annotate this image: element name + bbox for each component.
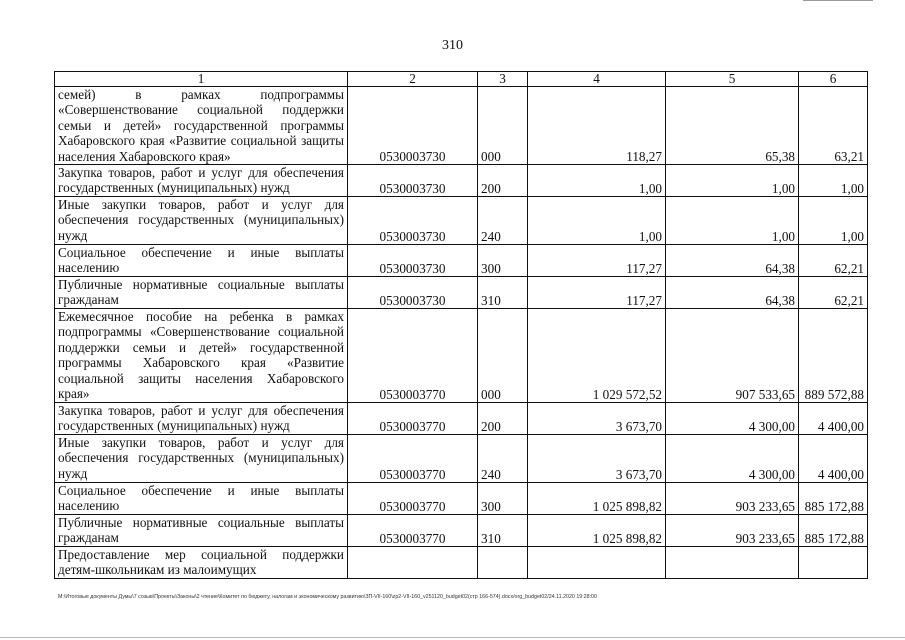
expense-type: 300 bbox=[478, 483, 528, 515]
amount-year-3: 885 172,88 bbox=[799, 515, 868, 547]
bottom-edge-line bbox=[0, 637, 905, 638]
amount-year-1: 117,27 bbox=[528, 277, 666, 309]
header-col-6: 6 bbox=[799, 72, 868, 87]
amount-year-3: 63,21 bbox=[799, 87, 868, 165]
page-number: 310 bbox=[442, 38, 463, 53]
target-code: 0530003730 bbox=[348, 165, 478, 197]
header-col-2: 2 bbox=[348, 72, 478, 87]
table-header-row bbox=[55, 72, 868, 87]
amount-year-1: 1 029 572,52 bbox=[528, 309, 666, 403]
row-name: Публичные нормативные социальные выплаты гражданам bbox=[55, 515, 348, 547]
header-col-3: 3 bbox=[478, 72, 528, 87]
target-code: 0530003730 bbox=[348, 277, 478, 309]
row-name: Ежемесячное пособие на ребенка в рамках подпрограммы «Совершенствование социальной поддержки семьи и детей» государственной программы Хабаровского края «Развитие социальной защиты населения Хабаровского края» bbox=[55, 309, 348, 403]
expense-type: 000 bbox=[478, 309, 528, 403]
amount-year-1: 1 025 898,82 bbox=[528, 515, 666, 547]
amount-year-1: 1,00 bbox=[528, 197, 666, 245]
row-name: Публичные нормативные социальные выплаты гражданам bbox=[55, 277, 348, 309]
target-code: 0530003770 bbox=[348, 515, 478, 547]
amount-year-2: 64,38 bbox=[666, 277, 799, 309]
amount-year-3: 885 172,88 bbox=[799, 483, 868, 515]
amount-year-3: 889 572,88 bbox=[799, 309, 868, 403]
row-name: Социальное обеспечение и иные выплаты населению bbox=[55, 483, 348, 515]
header-col-1: 1 bbox=[55, 72, 348, 87]
amount-year-2: 64,38 bbox=[666, 245, 799, 277]
amount-year-3: 1,00 bbox=[799, 165, 868, 197]
table-row bbox=[55, 87, 868, 165]
table-row bbox=[55, 483, 868, 515]
amount-year-1: 3 673,70 bbox=[528, 403, 666, 435]
top-edge-line bbox=[803, 0, 873, 1]
table-row bbox=[55, 197, 868, 245]
amount-year-2: 903 233,65 bbox=[666, 515, 799, 547]
amount-year-3: 1,00 bbox=[799, 197, 868, 245]
expense-type: 240 bbox=[478, 197, 528, 245]
target-code: 0530003770 bbox=[348, 435, 478, 483]
amount-year-2: 1,00 bbox=[666, 197, 799, 245]
target-code: 0530003770 bbox=[348, 309, 478, 403]
row-name: Закупка товаров, работ и услуг для обеспечения государственных (муниципальных) нужд bbox=[55, 165, 348, 197]
table-row bbox=[55, 403, 868, 435]
expense-type: 310 bbox=[478, 515, 528, 547]
table-row bbox=[55, 165, 868, 197]
amount-year-2: 4 300,00 bbox=[666, 435, 799, 483]
amount-year-3 bbox=[799, 547, 868, 579]
target-code: 0530003770 bbox=[348, 403, 478, 435]
amount-year-2: 4 300,00 bbox=[666, 403, 799, 435]
expense-type: 200 bbox=[478, 403, 528, 435]
target-code: 0530003730 bbox=[348, 87, 478, 165]
amount-year-2: 907 533,65 bbox=[666, 309, 799, 403]
target-code: 0530003730 bbox=[348, 245, 478, 277]
table-row bbox=[55, 245, 868, 277]
table-row bbox=[55, 547, 868, 579]
table-row bbox=[55, 277, 868, 309]
amount-year-2: 903 233,65 bbox=[666, 483, 799, 515]
amount-year-1 bbox=[528, 547, 666, 579]
amount-year-2: 1,00 bbox=[666, 165, 799, 197]
amount-year-1: 1,00 bbox=[528, 165, 666, 197]
table-row bbox=[55, 309, 868, 403]
expense-type: 310 bbox=[478, 277, 528, 309]
file-path-footer: M:\Итоговые документы Думы\7 созыв\Проекты\Законы\2 чтение\Комитет по бюджету, налогам и экономическому развитию\ЗП-VII-160\zp2-VII-160_v251120_budget02(стр 166-574).docx/org_budget02/24.11.2020 19:28:00 bbox=[58, 594, 597, 600]
amount-year-3: 4 400,00 bbox=[799, 403, 868, 435]
target-code bbox=[348, 547, 478, 579]
expense-type: 000 bbox=[478, 87, 528, 165]
row-name: Иные закупки товаров, работ и услуг для обеспечения государственных (муниципальных) нужд bbox=[55, 435, 348, 483]
budget-table bbox=[54, 71, 868, 579]
amount-year-1: 117,27 bbox=[528, 245, 666, 277]
expense-type: 240 bbox=[478, 435, 528, 483]
header-col-5: 5 bbox=[666, 72, 799, 87]
amount-year-1: 118,27 bbox=[528, 87, 666, 165]
expense-type bbox=[478, 547, 528, 579]
row-name: Иные закупки товаров, работ и услуг для обеспечения государственных (муниципальных) нужд bbox=[55, 197, 348, 245]
table-row bbox=[55, 435, 868, 483]
amount-year-3: 62,21 bbox=[799, 245, 868, 277]
amount-year-1: 3 673,70 bbox=[528, 435, 666, 483]
amount-year-2 bbox=[666, 547, 799, 579]
amount-year-1: 1 025 898,82 bbox=[528, 483, 666, 515]
row-name: Предоставление мер социальной поддержки детям-школьникам из малоимущих bbox=[55, 547, 348, 579]
amount-year-3: 4 400,00 bbox=[799, 435, 868, 483]
header-col-4: 4 bbox=[528, 72, 666, 87]
row-name: Закупка товаров, работ и услуг для обеспечения государственных (муниципальных) нужд bbox=[55, 403, 348, 435]
expense-type: 300 bbox=[478, 245, 528, 277]
table-row bbox=[55, 515, 868, 547]
amount-year-3: 62,21 bbox=[799, 277, 868, 309]
row-name: Социальное обеспечение и иные выплаты населению bbox=[55, 245, 348, 277]
row-name: семей) в рамках подпрограммы «Совершенствование социальной поддержки семьи и детей» государственной программы Хабаровского края «Развитие социальной защиты населения Хабаровского края» bbox=[55, 87, 348, 165]
target-code: 0530003770 bbox=[348, 483, 478, 515]
amount-year-2: 65,38 bbox=[666, 87, 799, 165]
target-code: 0530003730 bbox=[348, 197, 478, 245]
expense-type: 200 bbox=[478, 165, 528, 197]
